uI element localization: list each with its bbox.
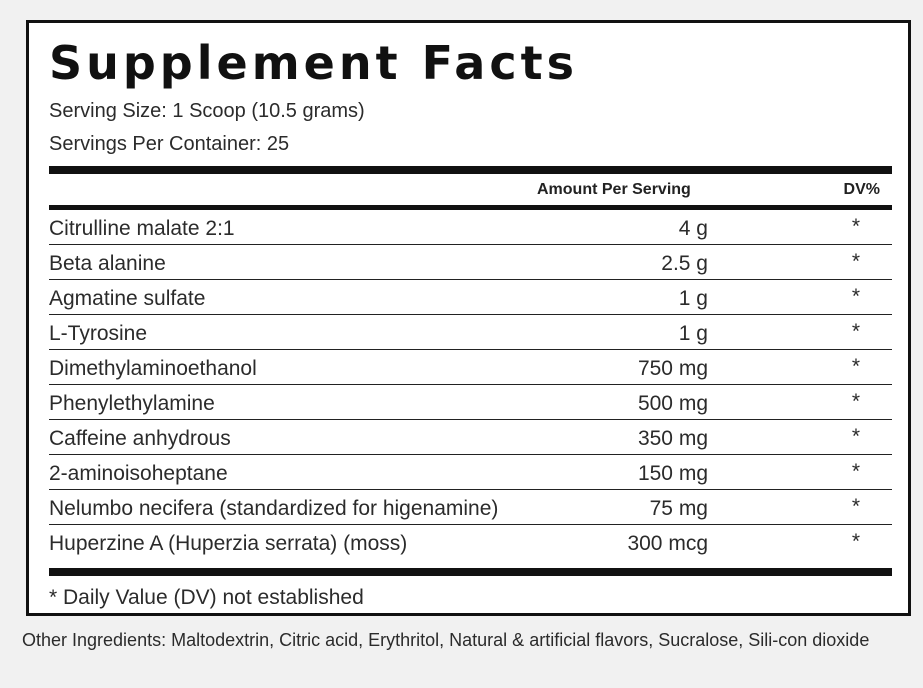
- ingredient-amount: 350 mg: [637, 427, 708, 450]
- ingredient-dv: *: [851, 250, 861, 273]
- ingredient-dv: *: [851, 355, 861, 378]
- amount-per-serving-header: Amount Per Serving: [537, 181, 691, 198]
- dv-header: DV%: [843, 181, 880, 198]
- ingredient-amount: 750 mg: [637, 357, 708, 380]
- thick-divider-bottom: [49, 568, 892, 576]
- ingredient-name: 2-aminoisoheptane: [49, 462, 228, 485]
- ingredient-name: Agmatine sulfate: [49, 287, 206, 310]
- ingredient-amount: 500 mg: [637, 392, 708, 415]
- ingredient-name: L-Tyrosine: [49, 322, 148, 345]
- table-row: [49, 490, 892, 525]
- ingredient-name: Beta alanine: [49, 252, 166, 275]
- ingredient-name: Huperzine A (Huperzia serrata) (moss): [49, 532, 408, 555]
- thick-divider-top: [49, 166, 892, 174]
- table-row: [49, 350, 892, 385]
- ingredient-dv: *: [851, 530, 861, 553]
- supplement-facts-panel: [26, 20, 911, 616]
- ingredient-table: [49, 210, 892, 559]
- ingredient-dv: *: [851, 285, 861, 308]
- ingredient-amount: 150 mg: [637, 462, 708, 485]
- table-row: [49, 315, 892, 350]
- table-row: [49, 385, 892, 420]
- ingredient-dv: *: [851, 460, 861, 483]
- table-row: [49, 525, 892, 559]
- ingredient-name: Dimethylaminoethanol: [49, 357, 257, 380]
- table-row: [49, 280, 892, 315]
- ingredient-dv: *: [851, 390, 861, 413]
- ingredient-name: Citrulline malate 2:1: [49, 217, 235, 240]
- ingredient-dv: *: [851, 320, 861, 343]
- serving-size: Serving Size: 1 Scoop (10.5 grams): [49, 100, 365, 122]
- ingredient-amount: 2.5 g: [661, 252, 708, 275]
- ingredient-amount: 1 g: [678, 287, 708, 310]
- ingredient-amount: 1 g: [678, 322, 708, 345]
- ingredient-dv: *: [851, 425, 861, 448]
- dv-footnote: * Daily Value (DV) not established: [49, 586, 364, 609]
- ingredient-name: Nelumbo necifera (standardized for higenamine): [49, 497, 499, 520]
- ingredient-dv: *: [851, 495, 861, 518]
- table-row: [49, 455, 892, 490]
- table-row: [49, 245, 892, 280]
- ingredient-dv: *: [851, 215, 861, 238]
- other-ingredients: Other Ingredients: Maltodextrin, Citric acid, Erythritol, Natural & artificial flavors, Sucralose, Sili-con dioxide: [22, 630, 870, 650]
- table-row: [49, 420, 892, 455]
- ingredient-name: Phenylethylamine: [49, 392, 215, 415]
- ingredient-amount: 75 mg: [649, 497, 708, 520]
- ingredient-amount: 4 g: [678, 217, 708, 240]
- servings-per-container: Servings Per Container: 25: [49, 133, 290, 155]
- ingredient-name: Caffeine anhydrous: [49, 427, 231, 450]
- ingredient-amount: 300 mcg: [627, 532, 708, 555]
- table-row: [49, 210, 892, 245]
- panel-title: Supplement Facts: [49, 36, 578, 90]
